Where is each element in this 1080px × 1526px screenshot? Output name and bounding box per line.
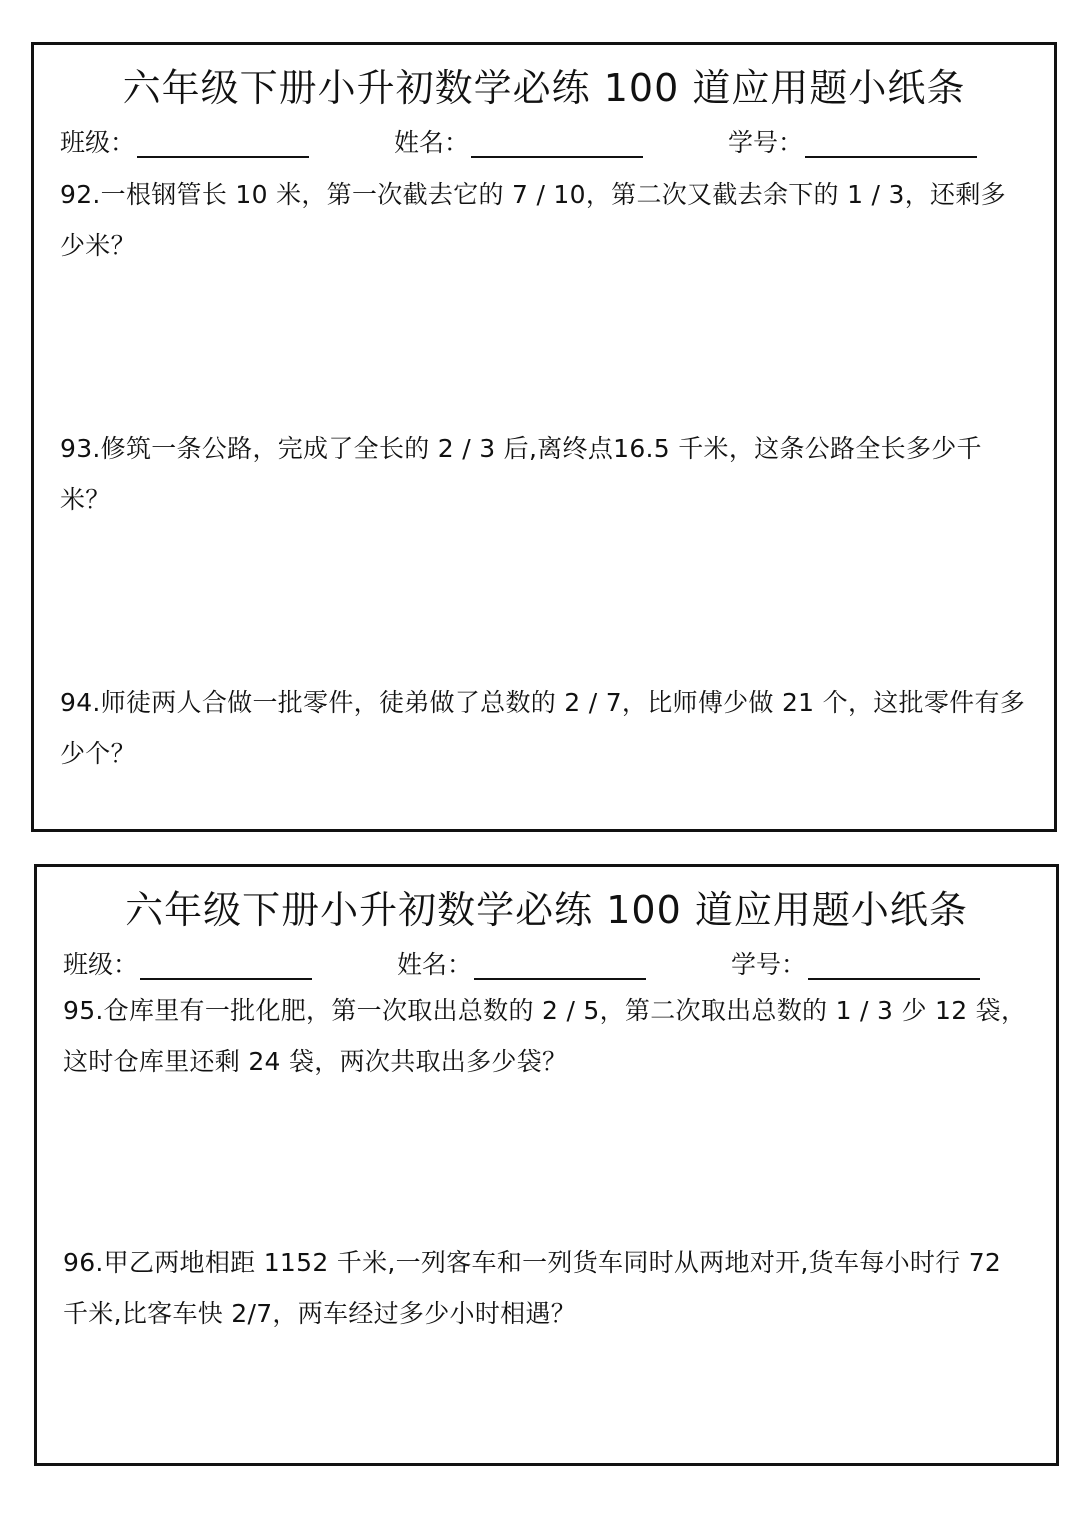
name-blank[interactable]	[474, 945, 646, 980]
class-field	[60, 123, 309, 163]
class-field	[63, 945, 312, 985]
student-id-field	[731, 945, 980, 985]
name-blank[interactable]	[471, 123, 643, 158]
class-label: 班级：	[60, 128, 136, 157]
card-title: 六年级下册小升初数学必练 100 道应用题小纸条	[125, 888, 968, 932]
student-id-blank[interactable]	[805, 123, 977, 158]
question-92: 92.一根钢管长 10 米，第一次截去它的 7 / 10，第二次又截去余下的 1 / 3，还剩多少米？	[60, 180, 1006, 260]
question-93: 93.修筑一条公路，完成了全长的 2 / 3 后,离终点16.5 千米，这条公路全长多少千米？	[60, 434, 982, 514]
class-blank[interactable]	[137, 123, 309, 158]
name-label: 姓名：	[394, 128, 470, 157]
question-94: 94.师徒两人合做一批零件，徒弟做了总数的 2 / 7，比师傅少做 21 个，这批零件有多少个？	[60, 688, 1026, 768]
student-info-row	[63, 945, 1033, 985]
student-id-label: 学号：	[728, 128, 804, 157]
worksheet-card	[31, 42, 1057, 832]
student-id-field	[728, 123, 977, 163]
name-field	[397, 945, 646, 985]
question-96: 96.甲乙两地相距 1152 千米,一列客车和一列货车同时从两地对开,货车每小时行 72 千米,比客车快 2/7，两车经过多少小时相遇？	[63, 1248, 1002, 1328]
name-label: 姓名：	[397, 950, 473, 979]
worksheet-card	[34, 864, 1059, 1466]
student-id-label: 学号：	[731, 950, 807, 979]
name-field	[394, 123, 643, 163]
class-blank[interactable]	[140, 945, 312, 980]
class-label: 班级：	[63, 950, 139, 979]
student-info-row	[60, 123, 1030, 163]
card-title: 六年级下册小升初数学必练 100 道应用题小纸条	[122, 66, 966, 110]
student-id-blank[interactable]	[808, 945, 980, 980]
question-95: 95.仓库里有一批化肥，第一次取出总数的 2 / 5，第二次取出总数的 1 / 3 少 12 袋，这时仓库里还剩 24 袋，两次共取出多少袋？	[63, 996, 1027, 1076]
